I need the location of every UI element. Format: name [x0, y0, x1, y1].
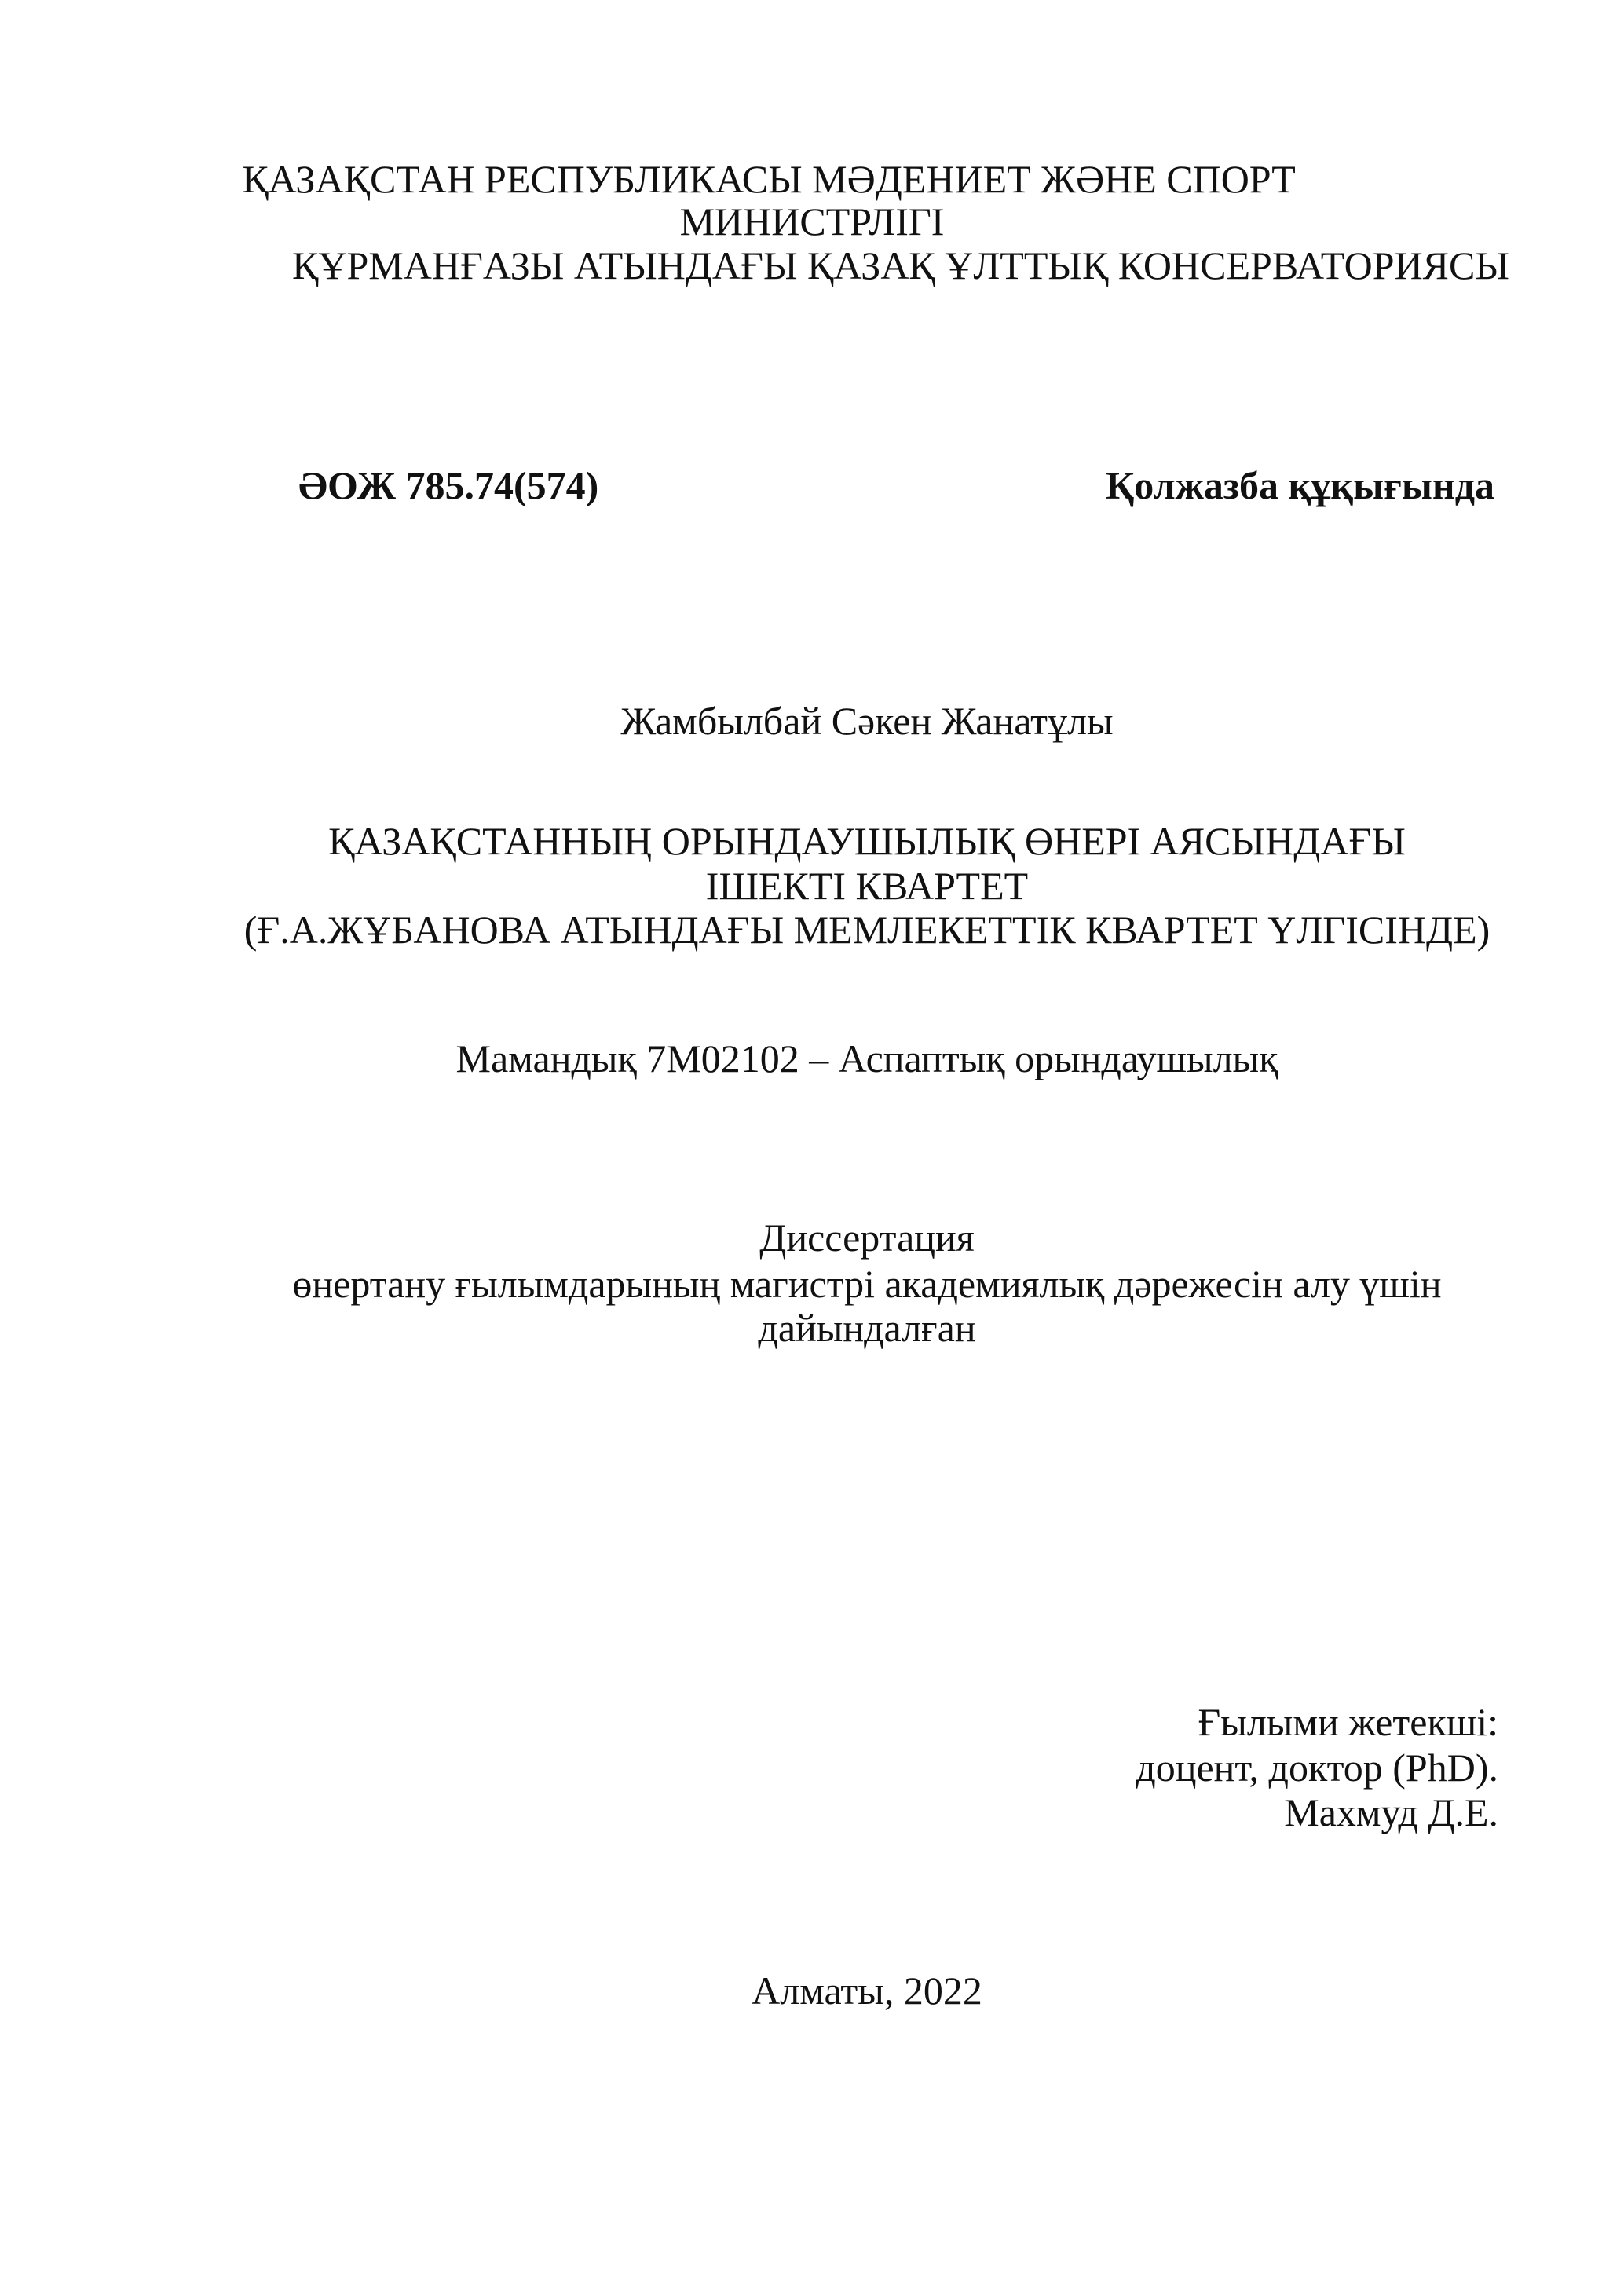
dissertation-purpose-line-2: дайындалған — [758, 1306, 976, 1350]
title-line-3: (Ғ.А.ЖҰБАНОВА АТЫНДАҒЫ МЕМЛЕКЕТТІК КВАРТЕТ ҮЛГІСІНДЕ) — [243, 908, 1490, 952]
supervisor-label: Ғылыми жетекші: — [1198, 1700, 1498, 1744]
supervisor-name: Махмуд Д.Е. — [1284, 1790, 1498, 1834]
udc-code: ӘОЖ 785.74(574) — [298, 463, 599, 507]
institution-name: ҚҰРМАНҒАЗЫ АТЫНДАҒЫ ҚАЗАҚ ҰЛТТЫҚ КОНСЕРВАТОРИЯСЫ — [292, 243, 1509, 287]
author-name: Жамбылбай Сәкен Жанатұлы — [620, 699, 1114, 743]
dissertation-purpose-line-1: өнертану ғылымдарының магистрі академиялық дәрежесін алу үшін — [292, 1262, 1442, 1306]
specialty: Мамандық 7М02102 – Аспаптық орындаушылық — [455, 1036, 1278, 1080]
title-line-1: ҚАЗАҚСТАННЫҢ ОРЫНДАУШЫЛЫҚ ӨНЕРІ АЯСЫНДАҒЫ — [328, 819, 1406, 863]
supervisor-degree: доцент, доктор (PhD). — [1136, 1746, 1498, 1790]
manuscript-rights: Қолжазба құқығында — [1106, 463, 1494, 507]
ministry-line-2: МИНИСТРЛІГІ — [679, 199, 945, 243]
place-year: Алматы, 2022 — [752, 1969, 982, 2013]
title-line-2: ІШЕКТІ КВАРТЕТ — [705, 864, 1029, 908]
dissertation-label: Диссертация — [759, 1216, 975, 1260]
ministry-line-1: ҚАЗАҚСТАН РЕСПУБЛИКАСЫ МӘДЕНИЕТ ЖӘНЕ СПОРТ — [242, 157, 1296, 201]
